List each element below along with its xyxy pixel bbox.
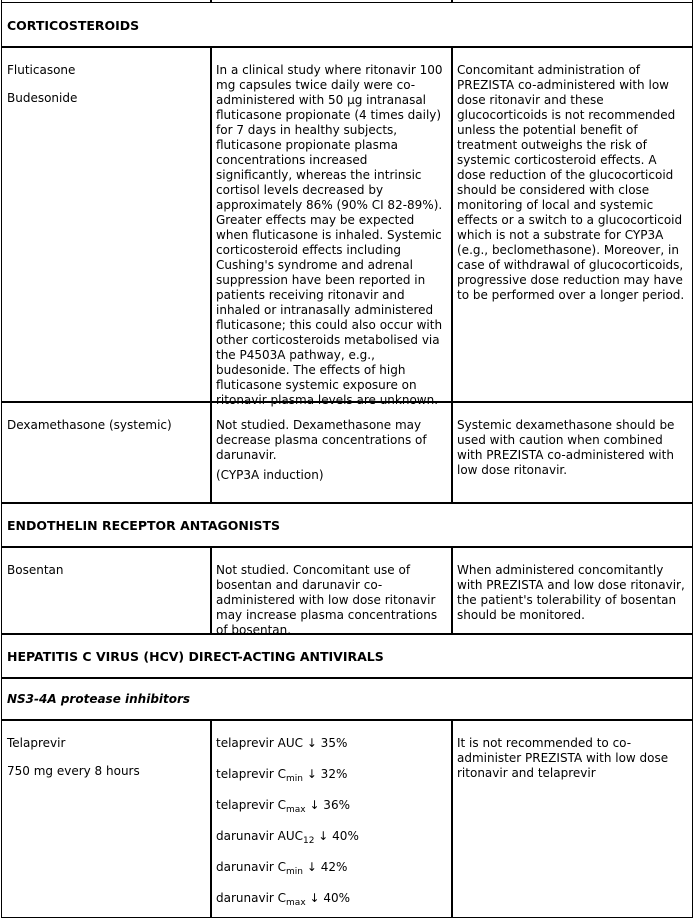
effect-text: In a clinical study where ritonavir 100 mg capsules twice daily were co-administered with 50 µg intranasal fluticasone propionate (4 times daily) for 7 days in healthy subjects, fluticasone propionate plasma concentrations increased significantly, whereas the intrinsic cortisol levels decreased by approximately 86% (90% CI 82-89%). Greater effects may be expected when fluticasone is inhaled. Systemic corticosteroid effects including Cushing's syndrome and adrenal suppression have been reported in patients receiving ritonavir and inhaled or intranasally administered fluticasone; this could also occur with other corticosteroids metabolised via the P4503A pathway, e.g., budesonide. The effects of high fluticasone systemic exposure on ritonavir plasma levels are unknown.	[216, 63, 443, 407]
effect-line	[216, 798, 447, 813]
recommendation-text: It is not recommended to co-administer PREZISTA with low dose ritonavir and telaprevir	[457, 736, 669, 780]
effect-line	[216, 860, 447, 875]
section-header-endothelin	[1, 502, 693, 548]
effect-line	[216, 891, 447, 906]
recommendation-cell-bosentan	[451, 546, 693, 635]
effect-change: ↓ 32%	[303, 767, 348, 781]
effect-text: Not studied. Concomitant use of bosentan and darunavir co-administered with low dose ritonavir may increase plasma concentrations of bosentan.	[216, 563, 438, 637]
effect-parameter: telaprevir C	[216, 767, 287, 781]
section-title: ENDOTHELIN RECEPTOR ANTAGONISTS	[7, 517, 281, 533]
effect-change: ↓ 42%	[303, 860, 348, 874]
effect-change: ↓ 35%	[303, 736, 348, 750]
effect-line	[216, 736, 447, 751]
recommendation-cell-telaprevir	[451, 719, 693, 918]
effect-parameter: darunavir C	[216, 891, 287, 905]
drug-cell-bosentan	[1, 546, 212, 635]
effect-text: Not studied. Dexamethasone may decrease plasma concentrations of darunavir.	[216, 418, 427, 462]
effect-subscript: max	[286, 898, 306, 908]
effect-subscript: min	[286, 774, 303, 784]
effect-subscript: min	[286, 867, 304, 877]
effect-line	[216, 829, 447, 844]
effect-subscript: max	[286, 805, 306, 815]
effect-subscript: 12	[303, 836, 315, 846]
effect-cell-fluticasone	[210, 46, 453, 407]
recommendation-text: When administered concomitantly with PREZISTA and low dose ritonavir, the patient's tolerability of bosentan should be monitored.	[457, 563, 685, 622]
drug-name: Bosentan	[7, 563, 64, 577]
drug-name: Budesonide	[7, 91, 78, 105]
effect-parameter: darunavir AUC	[216, 829, 304, 843]
recommendation-text: Concomitant administration of PREZISTA co-administered with low dose ritonavir and these glucocorticoids is not recommended unless the potential benefit of treatment outweighs the risk of systemic corticosteroid effects. A dose reduction of the glucocorticoid should be considered with close monitoring of local and systemic effects or a switch to a glucocorticoid which is not a substrate for CYP3A (e.g., beclomethasone). Moreover, in case of withdrawal of glucocorticoids, progressive dose reduction may have to be performed over a longer period.	[457, 63, 685, 302]
section-title: HEPATITIS C VIRUS (HCV) DIRECT-ACTING ANTIVIRALS	[7, 648, 384, 664]
subsection-title: NS3-4A protease inhibitors	[7, 691, 191, 706]
effect-line	[216, 767, 447, 782]
drug-dose: 750 mg every 8 hours	[7, 764, 140, 778]
recommendation-text: Systemic dexamethasone should be used with caution when combined with PREZISTA co-administered with low dose ritonavir.	[457, 418, 675, 477]
drug-name: Telaprevir	[7, 736, 66, 750]
effect-parameter: darunavir C	[216, 860, 287, 874]
section-title: CORTICOSTEROIDS	[7, 17, 140, 33]
section-header-corticosteroids	[1, 2, 693, 48]
effect-text: (CYP3A induction)	[216, 468, 324, 482]
effect-cell-telaprevir	[210, 719, 453, 918]
effect-cell-bosentan	[210, 546, 453, 635]
effect-change: ↓ 36%	[305, 798, 350, 812]
effect-list	[216, 736, 447, 906]
effect-change: ↓ 40%	[314, 829, 359, 843]
effect-parameter: telaprevir AUC	[216, 736, 303, 750]
effect-change: ↓ 40%	[305, 891, 350, 905]
drug-cell-dexamethasone	[1, 401, 212, 504]
effect-cell-dexamethasone	[210, 401, 453, 504]
recommendation-cell-fluticasone	[451, 46, 693, 403]
drug-cell-telaprevir	[1, 719, 212, 918]
drug-name: Fluticasone	[7, 63, 76, 77]
drug-name: Dexamethasone (systemic)	[7, 418, 172, 432]
drug-cell-fluticasone	[1, 46, 212, 403]
subsection-header-ns3	[1, 677, 693, 721]
recommendation-cell-dexamethasone	[451, 401, 693, 504]
section-header-hcv	[1, 633, 693, 679]
effect-parameter: telaprevir C	[216, 798, 287, 812]
